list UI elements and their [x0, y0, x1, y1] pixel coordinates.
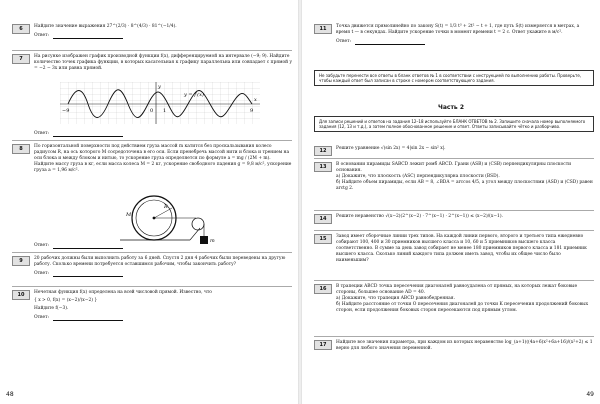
- function-label: y = f′(x): [184, 92, 204, 98]
- task-text: В трапеции ABCD точка пересечения диагоналей равноудалена от прямых, на которых лежат боковые стороны, большее основание AD = 40.: [336, 284, 578, 295]
- x-tick-label: 9: [250, 108, 254, 114]
- part2-instructions: Для записи решений и ответов на задания 12–18 используйте БЛАНК ОТВЕТОВ № 2. Запишите сначала номер выполняемого задания (12, 13 и т.д.), а затем полное обоснованное решение и ответ. Ответы записывайте чётко и разборчиво.: [314, 116, 594, 132]
- derivative-graph: [60, 82, 260, 124]
- task-9: [12, 256, 292, 277]
- task-14: [314, 214, 594, 220]
- x-tick-label: 0: [150, 108, 154, 114]
- task-number: 12: [314, 146, 332, 156]
- task-subitem: б) Найдите объем пирамиды, если AB = 8, ∠BDA = arccos 4/5, а угол между плоскостями (ASD) и (CSD) равен arctg 2.: [336, 179, 593, 191]
- page-number-left: 48: [6, 391, 14, 398]
- task-number: 13: [314, 162, 332, 172]
- task-text: Решите неравенство √(x−2)(2^(x−2) · 7^(x−1) · 2^(x−1)) ≤ (x−2)/(x−1).: [336, 214, 503, 219]
- task-number: 7: [12, 54, 30, 64]
- task-text: 20 рабочих должны были выполнить работу за 6 дней. Спустя 2 дня 4 рабочих были переведены на другую работу. Сколько времени потребуется оставшимся рабочим, чтобы закончить работу?: [34, 256, 286, 267]
- answer-line: Ответ:: [34, 243, 292, 249]
- task-text: Решите уравнение √(sin 2x) = 4|sin 2x − sin² x|.: [336, 146, 446, 151]
- task-10: [12, 290, 292, 321]
- page-number-right: 49: [586, 391, 594, 398]
- task-15: [314, 234, 594, 264]
- notice-box: Не забудьте перенести все ответы в бланк ответов № 1 в соответствии с инструкцией по выполнению работы. Проверьте, чтобы каждый ответ был записан в строке с номером соответствующего задания.: [314, 70, 594, 86]
- task-11: [314, 24, 594, 45]
- right-page: [302, 0, 600, 404]
- task-number: 15: [314, 234, 332, 244]
- task-text: Точка движется прямолинейно по закону S(t) = 1/3 t³ + 2t² − t + 1, где путь S(t) измеряется в метрах, а время t — в секундах. Найдите ускорение точки в момент времени t = 2 с. Ответ укажите в м/с².: [336, 24, 580, 35]
- task-number: 11: [314, 24, 332, 34]
- task-number: 14: [314, 214, 332, 224]
- task-text: Нечетная функция f(x) определена на всей числовой прямой. Известно, что: [34, 290, 212, 295]
- task-number: 17: [314, 340, 332, 350]
- radius-label: R: [164, 204, 168, 210]
- task-7: [12, 54, 292, 72]
- task-text: Завод имеет сборочные линии трех типов. На каждой линии первого, второго и третьего типа ежедневно собирают 100, 400 и 30 приемников высшего класса и 10, 60 и 5 приемников высшего класса соответственно. В сумме за день завод собирает не менее 180 приемников первого класса и 181 приемник высшего класса. Сколько линий каждого типа должен иметь завод, чтобы их общее число было наименьшим?: [336, 234, 587, 263]
- task-13: [314, 162, 594, 192]
- task-text: По горизонтальной поверхности под действием груза массой m катится без проскальзывания колесо радиусом R, на ось которого M сосредоточена в его оси. Если пренебречь массой нити и блока и трением на оси блока и между блоком и нитью, то ускорение груза определяется по формуле a = mg / (2M + m). Найдите массу груза в кг, если масса колеса M = 2 кг, ускорение свободного падения g = 9,8 м/с², ускорение груза a = 1,96 м/с².: [34, 144, 292, 173]
- task-12: [314, 146, 594, 152]
- x-axis-label: x: [254, 97, 257, 103]
- task-number: 10: [12, 290, 30, 300]
- answer-line: Ответ:: [34, 315, 292, 321]
- task-7-answer: [12, 128, 292, 137]
- task-number: 8: [12, 144, 30, 154]
- task-8: [12, 144, 292, 174]
- wheel-pulley-figure: [120, 188, 220, 246]
- answer-line: Ответ:: [336, 39, 594, 45]
- answer-line: Ответ:: [34, 131, 292, 137]
- answer-line: Ответ:: [34, 271, 292, 277]
- task-number: 16: [314, 284, 332, 294]
- task-number: 6: [12, 24, 30, 34]
- task-system: { x > 0, f(x) = (x−2)/(x−2) }: [34, 297, 98, 303]
- left-page: [0, 0, 298, 404]
- task-16: [314, 284, 594, 314]
- task-6: [12, 24, 292, 39]
- task-question: Найдите f(−3).: [34, 305, 69, 311]
- task-text: Найдите все значения параметра, при каждом из которых неравенство log_(a+1)((4a+6)x²+6a+16)/(x²+2) ≤ 1 верно для любого значения переменной.: [336, 340, 593, 351]
- wheel-mass-label: M: [126, 212, 132, 218]
- task-subitem: б) Найдите расстояние от точки O пересечения диагоналей до точки K пересечения продолжений боковых сторон, если продолжения боковых сторон пересекаются под прямым углом.: [336, 301, 589, 313]
- part-title: Часть 2: [438, 104, 464, 111]
- task-17: [314, 340, 594, 352]
- task-text: В основании пирамиды SABCD лежит ромб ABCD. Грани (ASB) и (CSB) перпендикулярны плоскости основания.: [336, 162, 572, 173]
- task-subitem: а) Докажите, что плоскость (ASC) перпендикулярна плоскости (BSD).: [336, 173, 500, 179]
- task-text: На рисунке изображен график производной функции f(x), дифференцируемой на интервале (−9; 9). Найдите количество точек графика функции, в которых касательная к графику параллельна или совпадает с прямой y = −2 − 3x или равна прямой.: [34, 54, 292, 71]
- task-subitem: а) Докажите, что трапеция ABCD равнобедренная.: [336, 295, 455, 301]
- task-8-answer: [12, 240, 292, 249]
- answer-line: Ответ:: [34, 33, 292, 39]
- x-tick-label: −9: [62, 108, 70, 114]
- task-number: 9: [12, 256, 30, 266]
- task-text: Найдите значение выражения 27^(2/3) · 8^(4/3) · 81^(−1/4).: [34, 24, 177, 29]
- load-mass-label: m: [210, 238, 215, 244]
- x-tick-label: 1: [163, 108, 167, 114]
- y-axis-label: y: [158, 84, 161, 90]
